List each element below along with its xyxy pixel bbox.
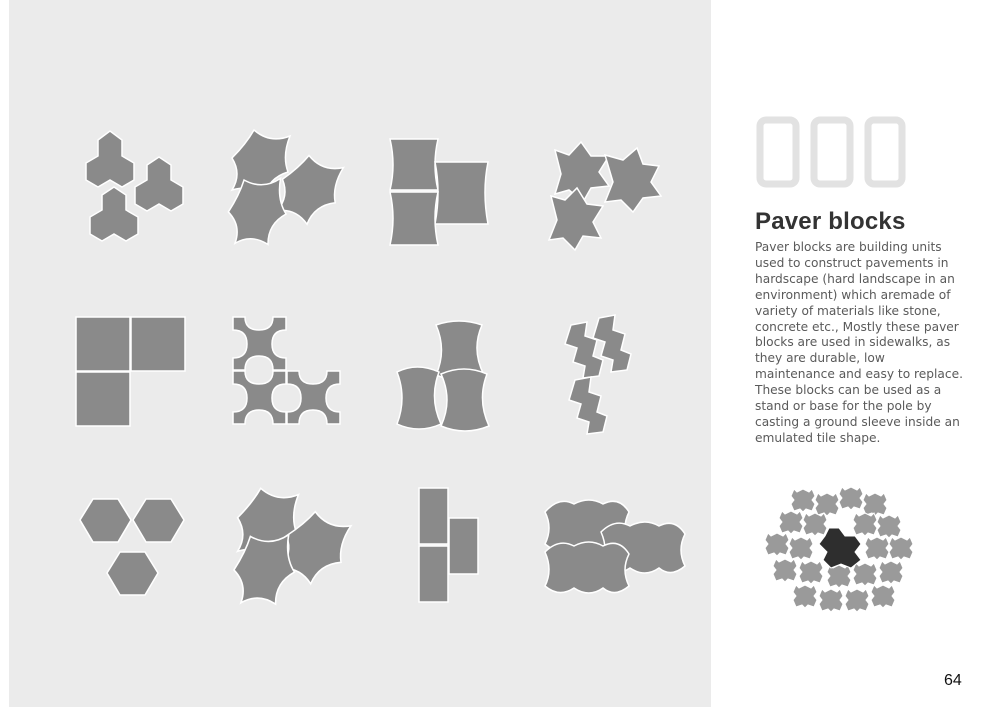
i-shape-paver: [390, 139, 488, 245]
ring-cross-paver: [233, 317, 340, 424]
zigzag-paver: [565, 315, 631, 434]
curved-bone-paver: [397, 321, 489, 431]
description-text: Paver blocks are building units used to construct pavements in hardscape (hard landscape in an environment) which aremade of variety of materials like stone, concrete etc., Mostly these paver blocks are used in sidewalks, as they are durable, low maintenance and easy to replace. These blocks can be used as a stand or base for the pole by casting a ground sleeve inside an emulated tile shape.: [755, 240, 963, 445]
square-paver: [76, 317, 185, 426]
paver-illustrations: [9, 0, 711, 707]
curved-triad-paver-alt: [228, 488, 352, 611]
hexagon-paver: [80, 499, 184, 595]
rectangle-paver: [419, 488, 478, 602]
oval-bone-paver: [545, 500, 685, 593]
paver-pattern-illustration: [755, 478, 935, 628]
illustration-panel: [9, 0, 711, 707]
decorative-brackets-icon: [752, 114, 910, 190]
cross-paver: [549, 142, 661, 250]
hexagonal-cluster-paver: [86, 131, 183, 241]
curved-triad-paver: [223, 130, 345, 251]
page-title: Paver blocks: [755, 208, 906, 235]
page-number: 64: [944, 672, 962, 689]
